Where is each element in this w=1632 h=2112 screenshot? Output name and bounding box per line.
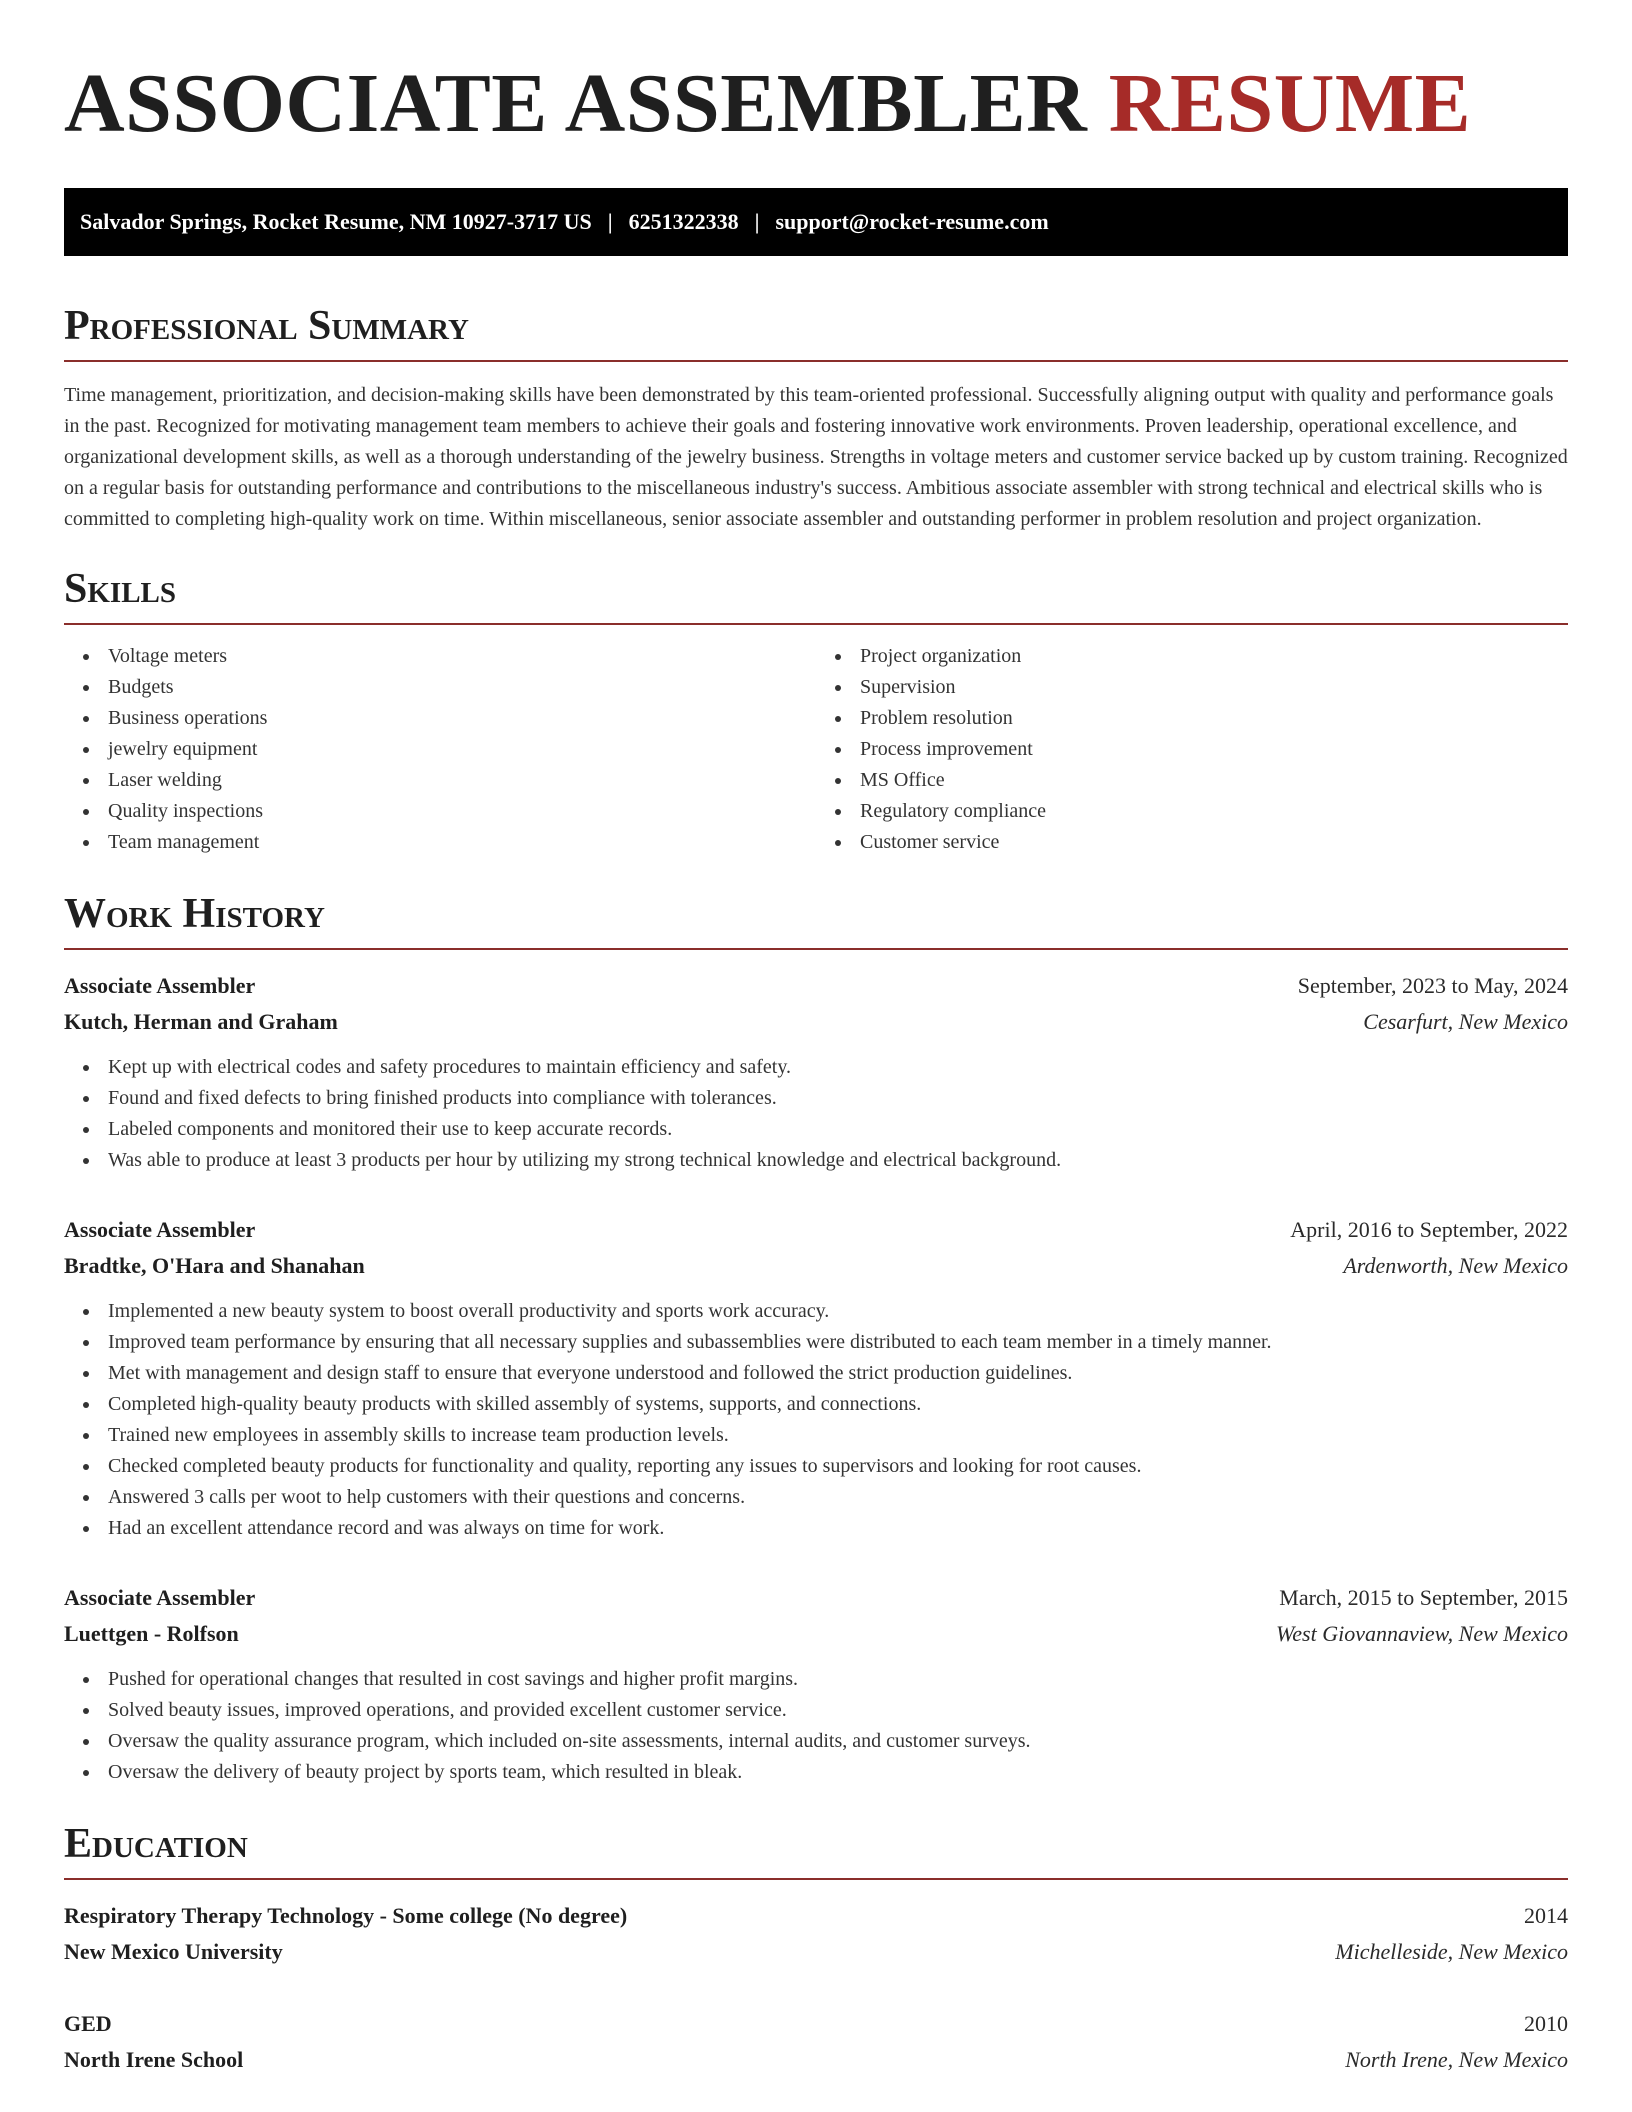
job-bullet: Was able to produce at least 3 products per hour by utilizing my strong technical knowledge and electrical background. (64, 1145, 1568, 1176)
skills-left-column (64, 641, 816, 858)
job-company: Luettgen - Rolfson (64, 1621, 239, 1646)
job-dates: March, 2015 to September, 2015 (1279, 1585, 1568, 1610)
skills-section (64, 565, 1568, 858)
summary-text: Time management, prioritization, and decision-making skills have been demonstrated by this team-oriented professional. Successfully aligning output with quality and performance goals in the past. Recognized for motivating management team members to achieve their goals and fostering innovative work environments. Proven leadership, operational excellence, and organizational development skills, as well as a thorough understanding of the jewelry business. Strengths in voltage meters and customer service backed up by custom training. Recognized on a regular basis for outstanding performance and contributions to the miscellaneous industry's success. Ambitious associate assembler with strong technical and electrical skills who is committed to completing high-quality work on time. Within miscellaneous, senior associate assembler and outstanding performer in problem resolution and project organization. (64, 384, 1568, 530)
job-location: Cesarfurt, New Mexico (1363, 1009, 1568, 1034)
job-bullet: Found and fixed defects to bring finished products into compliance with tolerances. (64, 1083, 1568, 1114)
job-bullet: Trained new employees in assembly skills to increase team production levels. (64, 1420, 1568, 1451)
job-bullet: Checked completed beauty products for functionality and quality, reporting any issues to supervisors and looking for root causes. (64, 1451, 1568, 1482)
job-bullet: Pushed for operational changes that resulted in cost savings and higher profit margins. (64, 1664, 1568, 1695)
job-company: Kutch, Herman and Graham (64, 1009, 338, 1034)
job-bullet: Oversaw the delivery of beauty project by sports team, which resulted in bleak. (64, 1757, 1568, 1788)
job-bullet: Improved team performance by ensuring that all necessary supplies and subassemblies were distributed to each team member in a timely manner. (64, 1327, 1568, 1358)
job-location: West Giovannaview, New Mexico (1275, 1621, 1568, 1646)
job-location: Ardenworth, New Mexico (1343, 1253, 1568, 1278)
job-bullet: Oversaw the quality assurance program, which included on-site assessments, internal audits, and customer surveys. (64, 1726, 1568, 1757)
skill-item: Voltage meters (64, 641, 816, 672)
job-header-row (64, 968, 1568, 1004)
education-entry (64, 1898, 1568, 1970)
job-bullets (64, 1052, 1568, 1176)
education-entry (64, 2006, 1568, 2078)
skills-grid (64, 641, 1568, 858)
resume-title (64, 0, 1568, 152)
job-company: Bradtke, O'Hara and Shanahan (64, 1253, 365, 1278)
job-bullet: Answered 3 calls per woot to help customers with their questions and concerns. (64, 1482, 1568, 1513)
contact-bar (64, 188, 1568, 256)
skill-item: Quality inspections (64, 796, 816, 827)
skill-item: Team management (64, 827, 816, 858)
contact-phone: 6251322338 (628, 209, 739, 234)
education-school: North Irene School (64, 2047, 244, 2072)
education-year: 2010 (1524, 2011, 1568, 2036)
job-title: Associate Assembler (64, 973, 256, 998)
title-main: ASSOCIATE ASSEMBLER (64, 57, 1088, 150)
job-entry (64, 968, 1568, 1176)
job-company-row (64, 1616, 1568, 1652)
job-bullet: Kept up with electrical codes and safety procedures to maintain efficiency and safety. (64, 1052, 1568, 1083)
education-school-row (64, 2042, 1568, 2078)
education-heading: Education (64, 1820, 1568, 1880)
education-degree-row (64, 1898, 1568, 1934)
education-location: North Irene, New Mexico (1345, 2047, 1568, 2072)
education-year: 2014 (1524, 1903, 1568, 1928)
job-entry (64, 1212, 1568, 1544)
education-location: Michelleside, New Mexico (1335, 1939, 1568, 1964)
job-bullet: Had an excellent attendance record and was always on time for work. (64, 1513, 1568, 1544)
work-history-heading: Work History (64, 890, 1568, 950)
skill-item: Supervision (816, 672, 1568, 703)
contact-separator: | (754, 209, 760, 234)
education-degree-row (64, 2006, 1568, 2042)
education-school-row (64, 1934, 1568, 1970)
contact-separator: | (607, 209, 613, 234)
education-school: New Mexico University (64, 1939, 283, 1964)
contact-address: Salvador Springs, Rocket Resume, NM 10927-3717 US (80, 209, 592, 234)
education-degree: GED (64, 2011, 112, 2036)
job-bullets (64, 1296, 1568, 1544)
contact-email: support@rocket-resume.com (775, 209, 1049, 234)
job-entry (64, 1580, 1568, 1788)
job-bullet: Met with management and design staff to ensure that everyone understood and followed the strict production guidelines. (64, 1358, 1568, 1389)
skill-item: jewelry equipment (64, 734, 816, 765)
skills-heading: Skills (64, 565, 1568, 625)
job-title: Associate Assembler (64, 1217, 256, 1242)
skill-item: Customer service (816, 827, 1568, 858)
job-bullet: Solved beauty issues, improved operations, and provided excellent customer service. (64, 1695, 1568, 1726)
job-bullets (64, 1664, 1568, 1788)
education-degree: Respiratory Therapy Technology - Some college (No degree) (64, 1903, 628, 1928)
skills-right-column (816, 641, 1568, 858)
job-header-row (64, 1212, 1568, 1248)
skill-item: MS Office (816, 765, 1568, 796)
skill-item: Process improvement (816, 734, 1568, 765)
skill-item: Regulatory compliance (816, 796, 1568, 827)
job-dates: September, 2023 to May, 2024 (1297, 973, 1568, 998)
work-history-section (64, 890, 1568, 1788)
summary-heading: Professional Summary (64, 302, 1568, 362)
education-section (64, 1820, 1568, 2078)
job-title: Associate Assembler (64, 1585, 256, 1610)
job-bullet: Completed high-quality beauty products with skilled assembly of systems, supports, and connections. (64, 1389, 1568, 1420)
skill-item: Problem resolution (816, 703, 1568, 734)
job-header-row (64, 1580, 1568, 1616)
job-company-row (64, 1248, 1568, 1284)
skill-item: Laser welding (64, 765, 816, 796)
job-bullet: Labeled components and monitored their use to keep accurate records. (64, 1114, 1568, 1145)
job-dates: April, 2016 to September, 2022 (1290, 1217, 1568, 1242)
skill-item: Project organization (816, 641, 1568, 672)
job-company-row (64, 1004, 1568, 1040)
job-bullet: Implemented a new beauty system to boost overall productivity and sports work accuracy. (64, 1296, 1568, 1327)
skill-item: Budgets (64, 672, 816, 703)
skill-item: Business operations (64, 703, 816, 734)
title-accent: RESUME (1108, 57, 1472, 150)
summary-section (64, 302, 1568, 535)
